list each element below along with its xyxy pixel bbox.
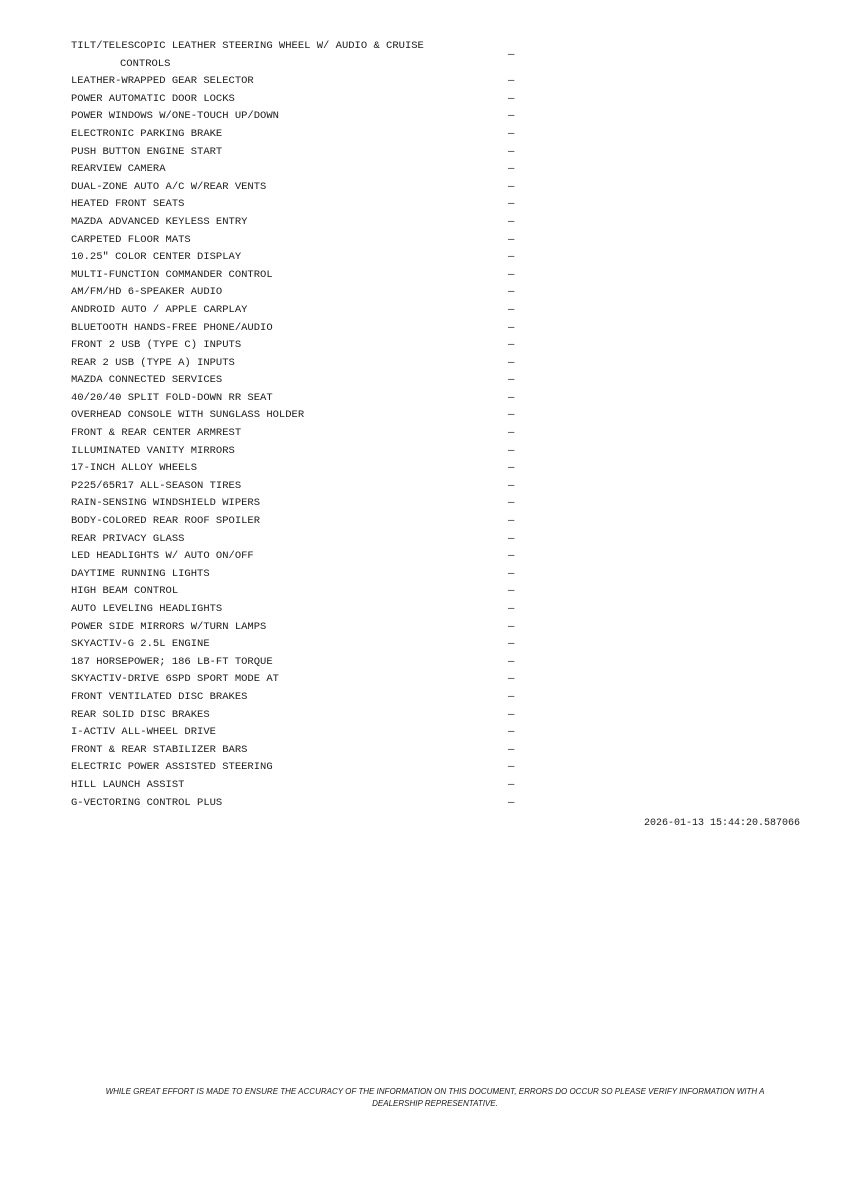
feature-name-line: HEATED FRONT SEATS — [71, 198, 185, 211]
feature-name-line: SKYACTIV-G 2.5L ENGINE — [71, 638, 210, 651]
feature-name-line: REARVIEW CAMERA — [71, 163, 166, 176]
feature-name — [71, 742, 491, 760]
feature-value: — — [508, 110, 515, 123]
feature-row — [71, 513, 521, 531]
feature-name — [71, 654, 491, 672]
feature-name — [71, 355, 491, 373]
disclaimer-line-2: DEALERSHIP REPRESENTATIVE. — [372, 1099, 498, 1108]
feature-row — [71, 108, 521, 126]
feature-row — [71, 91, 521, 109]
feature-value: — — [508, 550, 515, 563]
feature-value: — — [508, 321, 515, 334]
feature-name-line: BODY-COLORED REAR ROOF SPOILER — [71, 515, 261, 528]
feature-value: — — [508, 427, 515, 440]
feature-name-line: SKYACTIV-DRIVE 6SPD SPORT MODE AT — [71, 673, 279, 686]
feature-name — [71, 267, 491, 285]
feature-name — [71, 513, 491, 531]
feature-name — [71, 443, 491, 461]
feature-name-line: LEATHER-WRAPPED GEAR SELECTOR — [71, 75, 254, 88]
feature-name — [71, 425, 491, 443]
feature-name-line: RAIN-SENSING WINDSHIELD WIPERS — [71, 497, 261, 510]
feature-row — [71, 337, 521, 355]
feature-name — [71, 460, 491, 478]
feature-value: — — [508, 145, 515, 158]
feature-name — [71, 284, 491, 302]
feature-row — [71, 548, 521, 566]
feature-value: — — [508, 778, 515, 791]
feature-row — [71, 407, 521, 425]
feature-name — [71, 337, 491, 355]
feature-name-line: MULTI-FUNCTION COMMANDER CONTROL — [71, 268, 273, 281]
feature-value: — — [508, 796, 515, 809]
feature-value: — — [508, 603, 515, 615]
feature-row — [71, 777, 521, 795]
feature-name — [71, 73, 491, 91]
feature-name-line: LED HEADLIGHTS W/ AUTO ON/OFF — [71, 550, 254, 563]
feature-name-line: REAR 2 USB (TYPE A) INPUTS — [71, 356, 235, 369]
feature-name-line: POWER SIDE MIRRORS W/TURN LAMPS — [71, 620, 267, 633]
feature-name-line: OVERHEAD CONSOLE WITH SUNGLASS HOLDER — [71, 409, 305, 422]
feature-value: — — [508, 303, 515, 316]
feature-row — [71, 636, 521, 654]
feature-name-line: REAR SOLID DISC BRAKES — [71, 708, 210, 721]
feature-value: — — [508, 673, 515, 686]
feature-value: — — [508, 391, 515, 404]
feature-row — [71, 495, 521, 513]
feature-value: — — [508, 620, 515, 633]
feature-name — [71, 619, 491, 637]
feature-row — [71, 390, 521, 408]
feature-value: — — [508, 251, 515, 264]
feature-row — [71, 531, 521, 549]
feature-row — [71, 302, 521, 320]
feature-name — [71, 372, 491, 390]
feature-row — [71, 38, 521, 73]
feature-name-line: FRONT & REAR STABILIZER BARS — [71, 743, 248, 756]
feature-row — [71, 443, 521, 461]
feature-name-line: FRONT 2 USB (TYPE C) INPUTS — [71, 339, 242, 352]
feature-name — [71, 707, 491, 725]
feature-name-line: HILL LAUNCH ASSIST — [71, 778, 185, 791]
feature-name — [71, 548, 491, 566]
feature-row — [71, 689, 521, 707]
feature-name — [71, 144, 491, 162]
feature-value: — — [508, 215, 515, 228]
feature-row — [71, 671, 521, 689]
feature-name — [71, 38, 491, 73]
feature-row — [71, 214, 521, 232]
feature-row — [71, 144, 521, 162]
feature-row — [71, 742, 521, 760]
disclaimer — [70, 1086, 800, 1110]
feature-value: — — [508, 92, 515, 105]
feature-row — [71, 267, 521, 285]
feature-value: — — [508, 163, 515, 176]
feature-row — [71, 619, 521, 637]
feature-name-line: REAR PRIVACY GLASS — [71, 532, 185, 545]
feature-value: — — [508, 532, 515, 545]
feature-name-line: AUTO LEVELING HEADLIGHTS — [71, 603, 223, 615]
feature-name — [71, 689, 491, 707]
feature-name-line: ELECTRONIC PARKING BRAKE — [71, 127, 223, 140]
feature-row — [71, 707, 521, 725]
feature-row — [71, 232, 521, 250]
feature-value: — — [508, 48, 515, 61]
feature-value: — — [508, 462, 515, 475]
feature-name — [71, 566, 491, 584]
feature-row — [71, 425, 521, 443]
feature-value: — — [508, 708, 515, 721]
feature-name — [71, 126, 491, 144]
feature-name-line: FRONT VENTILATED DISC BRAKES — [71, 690, 248, 703]
feature-row — [71, 601, 521, 619]
feature-name — [71, 302, 491, 320]
feature-row — [71, 460, 521, 478]
feature-name — [71, 196, 491, 214]
feature-row — [71, 179, 521, 197]
feature-value: — — [508, 198, 515, 211]
feature-name-line: 10.25" COLOR CENTER DISPLAY — [71, 251, 242, 264]
feature-name-line: G-VECTORING CONTROL PLUS — [71, 796, 223, 809]
feature-row — [71, 372, 521, 390]
feature-name-line: I-ACTIV ALL-WHEEL DRIVE — [71, 726, 216, 739]
feature-name-line: ELECTRIC POWER ASSISTED STEERING — [71, 761, 273, 774]
feature-value: — — [508, 567, 515, 580]
feature-name — [71, 390, 491, 408]
feature-name — [71, 161, 491, 179]
feature-name-line: AM/FM/HD 6-SPEAKER AUDIO — [71, 286, 223, 299]
feature-row — [71, 724, 521, 742]
feature-value: — — [508, 655, 515, 668]
feature-name — [71, 671, 491, 689]
feature-name — [71, 179, 491, 197]
feature-value: — — [508, 374, 515, 387]
feature-row — [71, 161, 521, 179]
feature-name — [71, 320, 491, 338]
feature-row — [71, 566, 521, 584]
feature-name-line: DUAL-ZONE AUTO A/C W/REAR VENTS — [71, 180, 267, 193]
feature-value: — — [508, 585, 515, 598]
feature-name — [71, 91, 491, 109]
feature-value: — — [508, 339, 515, 352]
feature-name — [71, 759, 491, 777]
feature-row — [71, 583, 521, 601]
feature-value: — — [508, 690, 515, 703]
feature-value: — — [508, 638, 515, 651]
feature-name-line: 17-INCH ALLOY WHEELS — [71, 462, 198, 475]
feature-value: — — [508, 515, 515, 528]
feature-name-line: ILLUMINATED VANITY MIRRORS — [71, 444, 235, 457]
feature-row — [71, 795, 521, 813]
feature-value: — — [508, 497, 515, 510]
feature-row — [71, 759, 521, 777]
feature-value: — — [508, 286, 515, 299]
feature-name-line: BLUETOOTH HANDS-FREE PHONE/AUDIO — [71, 321, 273, 334]
feature-name — [71, 777, 491, 795]
feature-name-line: MAZDA ADVANCED KEYLESS ENTRY — [71, 215, 248, 228]
feature-name-line: TILT/TELESCOPIC LEATHER STEERING WHEEL W/ AUDIO & CRUISE — [71, 40, 424, 52]
feature-name-line: P225/65R17 ALL-SEASON TIRES — [71, 479, 242, 492]
feature-value: — — [508, 233, 515, 246]
feature-name-line: ANDROID AUTO / APPLE CARPLAY — [71, 303, 248, 316]
feature-name — [71, 214, 491, 232]
feature-name — [71, 531, 491, 549]
feature-name-line: 187 HORSEPOWER; 186 LB-FT TORQUE — [71, 655, 273, 668]
feature-name-line: HIGH BEAM CONTROL — [71, 585, 179, 598]
feature-name-line: FRONT & REAR CENTER ARMREST — [71, 427, 242, 440]
feature-name-line: POWER WINDOWS W/ONE-TOUCH UP/DOWN — [71, 110, 279, 123]
feature-value: — — [508, 180, 515, 193]
feature-row — [71, 126, 521, 144]
feature-name — [71, 478, 491, 496]
feature-name — [71, 795, 491, 813]
feature-value: — — [508, 726, 515, 739]
feature-name-line: MAZDA CONNECTED SERVICES — [71, 374, 223, 387]
feature-value: — — [508, 356, 515, 369]
feature-row — [71, 478, 521, 496]
feature-value: — — [508, 761, 515, 774]
feature-name-continuation: CONTROLS — [120, 57, 171, 70]
feature-name — [71, 407, 491, 425]
feature-value: — — [508, 444, 515, 457]
feature-list — [71, 38, 521, 812]
feature-value: — — [508, 743, 515, 756]
feature-row — [71, 320, 521, 338]
feature-name — [71, 495, 491, 513]
feature-name — [71, 724, 491, 742]
disclaimer-line-1: WHILE GREAT EFFORT IS MADE TO ENSURE THE ACCURACY OF THE INFORMATION ON THIS DOCUMENT, ERRORS DO OCCUR SO PLEASE VERIFY INFORMATION WITH A — [105, 1087, 765, 1096]
feature-value: — — [508, 409, 515, 422]
feature-value: — — [508, 479, 515, 492]
feature-row — [71, 654, 521, 672]
print-timestamp: 2026-01-13 15:44:20.587066 — [643, 818, 800, 829]
feature-name — [71, 636, 491, 654]
feature-name-line: CARPETED FLOOR MATS — [71, 233, 191, 246]
feature-name-line: DAYTIME RUNNING LIGHTS — [71, 567, 210, 580]
feature-value: — — [508, 127, 515, 140]
feature-name-line: 40/20/40 SPLIT FOLD-DOWN RR SEAT — [71, 391, 273, 404]
feature-name — [71, 601, 491, 619]
feature-name-line: POWER AUTOMATIC DOOR LOCKS — [71, 92, 235, 105]
feature-value: — — [508, 75, 515, 88]
feature-name — [71, 232, 491, 250]
feature-name-line: PUSH BUTTON ENGINE START — [71, 145, 223, 158]
feature-row — [71, 196, 521, 214]
feature-value: — — [508, 268, 515, 281]
feature-name — [71, 583, 491, 601]
feature-name — [71, 249, 491, 267]
feature-name — [71, 108, 491, 126]
feature-row — [71, 249, 521, 267]
feature-row — [71, 284, 521, 302]
feature-row — [71, 73, 521, 91]
feature-row — [71, 355, 521, 373]
